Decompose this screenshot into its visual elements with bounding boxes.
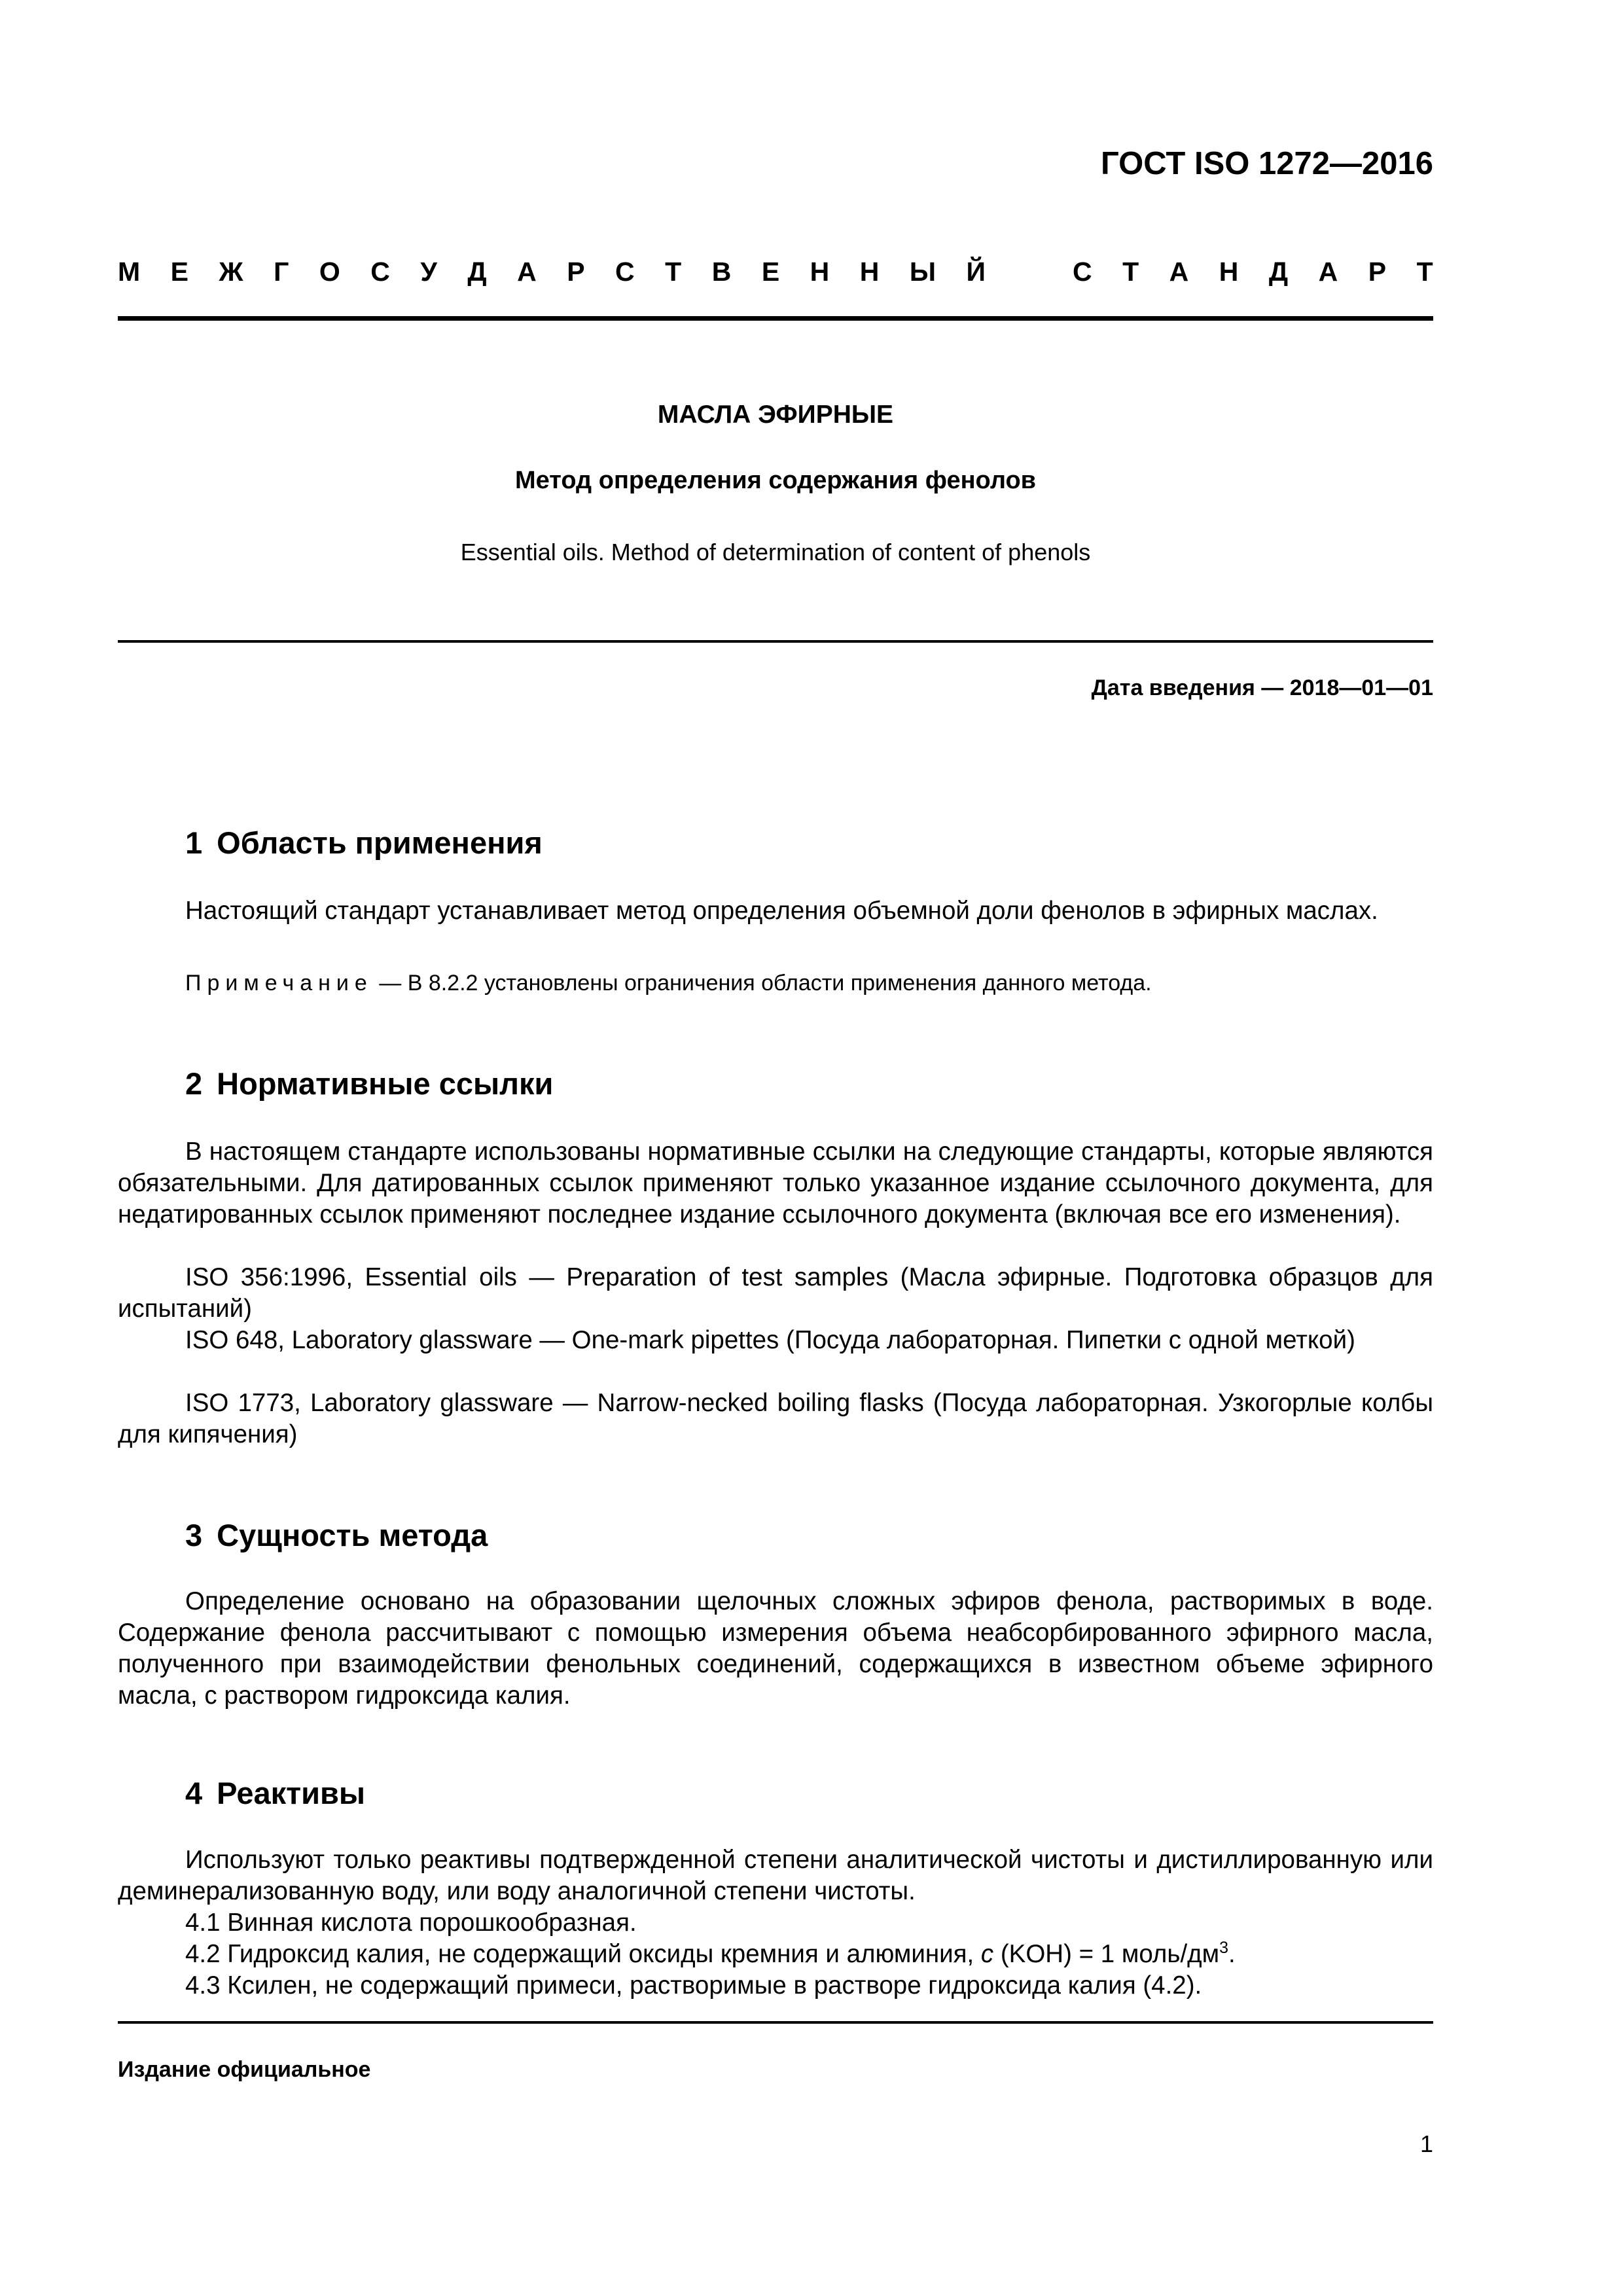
section-4-heading <box>185 1775 365 1811</box>
section-3-heading <box>185 1517 488 1553</box>
footer-rule <box>118 2021 1433 2024</box>
section-2-heading <box>185 1066 553 1102</box>
item-text: 4.2 Гидроксид калия, не содержащий оксиды кремния и алюминия, <box>185 1940 981 1968</box>
item-text: . <box>1228 1940 1236 1968</box>
banner-letter: Е <box>170 257 189 287</box>
banner-letter: Н <box>859 257 880 287</box>
banner-letter: Ы <box>909 257 936 287</box>
banner-letter: С <box>1073 257 1092 287</box>
banner-letter: Д <box>467 257 487 287</box>
banner-letter: О <box>319 257 340 287</box>
banner-letter: Й <box>966 257 986 287</box>
banner-letter: Н <box>810 257 830 287</box>
banner-letter: Т <box>1416 257 1433 287</box>
banner-letter: Р <box>567 257 585 287</box>
banner-letter: А <box>517 257 537 287</box>
header-rule <box>118 316 1433 321</box>
section-2-paragraph: В настоящем стандарте использованы нормативные ссылки на следующие стандарты, которые являются обязательными. Для датированных ссылок применяют только указанное издание ссылочного документа, для недатированных ссылок применяют последнее издание ссылочного документа (включая все его изменения). <box>118 1138 1433 1229</box>
normative-reference-2: ISO 648, Laboratory glassware — One-mark pipettes (Посуда лабораторная. Пипетки с одной меткой) <box>185 1326 1355 1354</box>
word-gap <box>1016 257 1043 287</box>
banner-letter: Д <box>1268 257 1289 287</box>
banner-letter: С <box>615 257 635 287</box>
section-title: Сущность метода <box>217 1518 488 1552</box>
section-1-heading <box>185 825 543 861</box>
section-number: 1 <box>185 825 203 860</box>
banner-letter: В <box>711 257 732 287</box>
banner-letter: А <box>1169 257 1189 287</box>
banner-letter: С <box>370 257 390 287</box>
normative-reference-3: ISO 1773, Laboratory glassware — Narrow-necked boiling flasks (Посуда лабораторная. Узкогорлые колбы для кипячения) <box>118 1389 1433 1448</box>
note-label: Примечание <box>185 971 373 996</box>
official-edition-label: Издание официальное <box>118 2057 371 2082</box>
exponent: 3 <box>1219 1939 1229 1958</box>
note-text: — В 8.2.2 установлены ограничения области применения данного метода. <box>372 971 1152 996</box>
document-number: ГОСТ ISO 1272—2016 <box>1101 146 1433 181</box>
section-4-paragraph: Используют только реактивы подтвержденной степени аналитической чистоты и дистиллированную или деминерализованную воду, или воду аналогичной степени чистоты. <box>118 1846 1433 1905</box>
section-1-paragraph: Настоящий стандарт устанавливает метод определения объемной доли фенолов в эфирных маслах. <box>185 897 1378 925</box>
banner-letter: Е <box>761 257 780 287</box>
section-number: 3 <box>185 1518 203 1552</box>
item-text: (KOH) = 1 моль/дм <box>993 1940 1220 1968</box>
reagent-item-4-2 <box>185 1939 1433 1970</box>
section-1-note <box>185 969 1433 997</box>
section-number: 4 <box>185 1776 203 1810</box>
concentration-symbol: c <box>980 1940 994 1968</box>
reagent-item-4-1: 4.1 Винная кислота порошкообразная. <box>185 1909 637 1937</box>
standard-type-banner <box>118 257 1433 287</box>
page-number: 1 <box>1419 2130 1433 2157</box>
banner-letter: Н <box>1219 257 1239 287</box>
document-subtitle: Метод определения содержания фенолов <box>514 467 1037 494</box>
introduction-date: Дата введения — 2018—01—01 <box>1091 675 1433 700</box>
banner-letter: М <box>118 257 141 287</box>
document-title-english: Essential oils. Method of determination of content of phenols <box>460 539 1091 565</box>
banner-letter: Р <box>1368 257 1387 287</box>
banner-letter: Т <box>665 257 682 287</box>
banner-letter: У <box>420 257 437 287</box>
reagent-item-4-3: 4.3 Ксилен, не содержащий примеси, растворимые в растворе гидроксида калия (4.2). <box>185 1971 1202 2000</box>
section-title: Область применения <box>217 825 543 860</box>
normative-reference-1: ISO 356:1996, Essential oils — Preparation of test samples (Масла эфирные. Подготовка образцов для испытаний) <box>118 1263 1433 1323</box>
section-number: 2 <box>185 1066 203 1101</box>
banner-letter: А <box>1318 257 1338 287</box>
banner-letter: Т <box>1122 257 1139 287</box>
section-title: Реактивы <box>217 1776 366 1810</box>
section-title: Нормативные ссылки <box>217 1066 554 1101</box>
title-rule <box>118 640 1433 643</box>
document-title: МАСЛА ЭФИРНЫЕ <box>657 401 894 429</box>
banner-letter: Ж <box>219 257 243 287</box>
section-3-paragraph: Определение основано на образовании щелочных сложных эфиров фенола, растворимых в воде. Содержание фенола рассчитывают с помощью измерения объема неабсорбированного эфирного масла, полученного при взаимодействии фенольных соединений, содержащихся в известном объеме эфирного масла, с раствором гидроксида калия. <box>118 1587 1433 1710</box>
banner-letter: Г <box>274 257 289 287</box>
